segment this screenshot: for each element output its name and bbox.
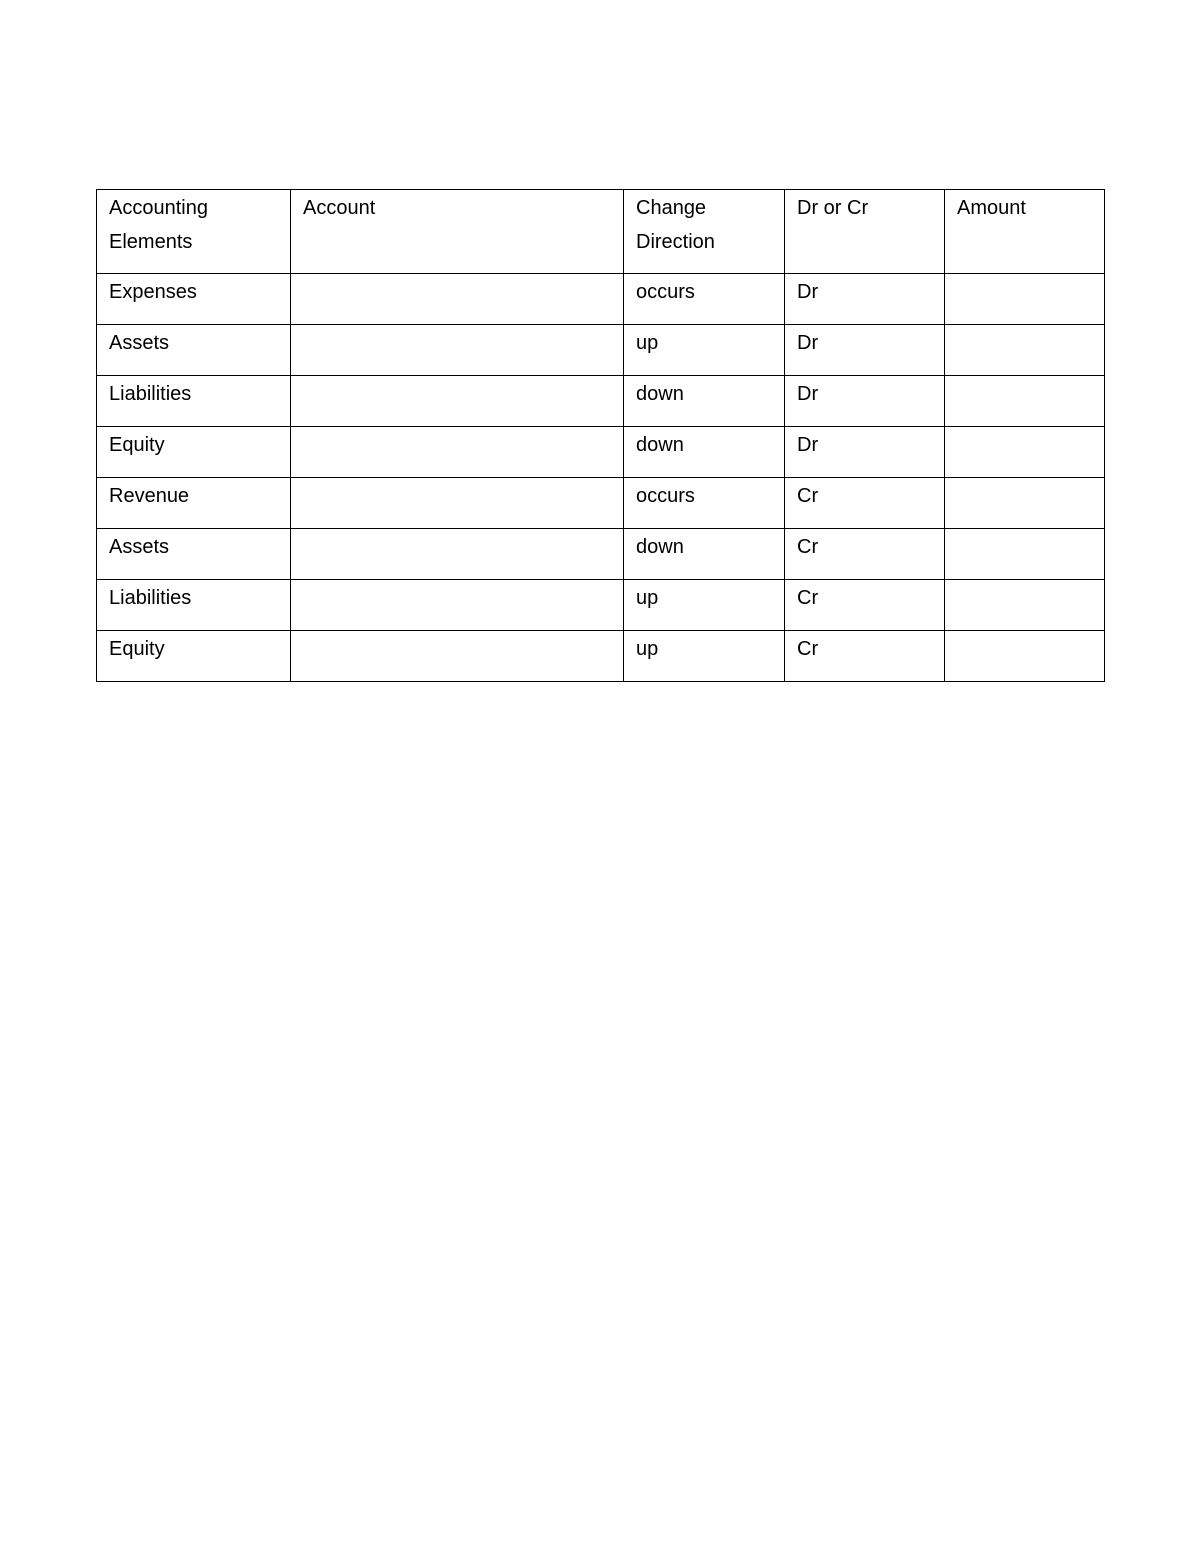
cell-element: Expenses bbox=[97, 274, 291, 325]
cell-account bbox=[291, 427, 624, 478]
cell-amount bbox=[945, 376, 1105, 427]
cell-element: Liabilities bbox=[97, 376, 291, 427]
cell-direction: occurs bbox=[624, 478, 785, 529]
cell-amount bbox=[945, 478, 1105, 529]
header-accounting-elements bbox=[97, 190, 291, 274]
cell-direction: occurs bbox=[624, 274, 785, 325]
cell-drcr: Dr bbox=[785, 325, 945, 376]
header-change-direction bbox=[624, 190, 785, 274]
table-row bbox=[97, 274, 1105, 325]
table-row bbox=[97, 427, 1105, 478]
cell-direction: down bbox=[624, 376, 785, 427]
cell-account bbox=[291, 325, 624, 376]
cell-account bbox=[291, 274, 624, 325]
cell-drcr: Dr bbox=[785, 274, 945, 325]
cell-element: Assets bbox=[97, 325, 291, 376]
cell-direction: down bbox=[624, 529, 785, 580]
table-row bbox=[97, 580, 1105, 631]
cell-amount bbox=[945, 325, 1105, 376]
header-account bbox=[291, 190, 624, 274]
cell-element: Liabilities bbox=[97, 580, 291, 631]
header-amount bbox=[945, 190, 1105, 274]
cell-direction: down bbox=[624, 427, 785, 478]
cell-element: Revenue bbox=[97, 478, 291, 529]
header-text-line: Accounting bbox=[109, 197, 208, 219]
cell-account bbox=[291, 631, 624, 682]
header-text-line: Elements bbox=[109, 231, 193, 253]
cell-element: Equity bbox=[97, 427, 291, 478]
header-text-line: Amount bbox=[957, 197, 1026, 219]
cell-direction: up bbox=[624, 631, 785, 682]
cell-amount bbox=[945, 529, 1105, 580]
cell-account bbox=[291, 478, 624, 529]
cell-amount bbox=[945, 631, 1105, 682]
table-row bbox=[97, 376, 1105, 427]
table-row bbox=[97, 478, 1105, 529]
cell-element: Equity bbox=[97, 631, 291, 682]
header-text-line: Account bbox=[303, 197, 376, 219]
cell-account bbox=[291, 376, 624, 427]
table-row bbox=[97, 631, 1105, 682]
cell-amount bbox=[945, 580, 1105, 631]
cell-drcr: Cr bbox=[785, 478, 945, 529]
cell-direction: up bbox=[624, 580, 785, 631]
header-text-line: Change bbox=[636, 197, 707, 219]
header-text-line: Direction bbox=[636, 231, 715, 253]
table-row bbox=[97, 529, 1105, 580]
cell-drcr: Cr bbox=[785, 631, 945, 682]
cell-element: Assets bbox=[97, 529, 291, 580]
cell-drcr: Dr bbox=[785, 427, 945, 478]
header-text-line: Dr or Cr bbox=[797, 197, 869, 219]
header-dr-or-cr bbox=[785, 190, 945, 274]
cell-drcr: Cr bbox=[785, 529, 945, 580]
cell-account bbox=[291, 580, 624, 631]
cell-amount bbox=[945, 274, 1105, 325]
accounting-table bbox=[96, 189, 1105, 682]
table-row bbox=[97, 325, 1105, 376]
cell-direction: up bbox=[624, 325, 785, 376]
cell-drcr: Cr bbox=[785, 580, 945, 631]
cell-account bbox=[291, 529, 624, 580]
cell-amount bbox=[945, 427, 1105, 478]
cell-drcr: Dr bbox=[785, 376, 945, 427]
table-header-row bbox=[97, 190, 1105, 274]
